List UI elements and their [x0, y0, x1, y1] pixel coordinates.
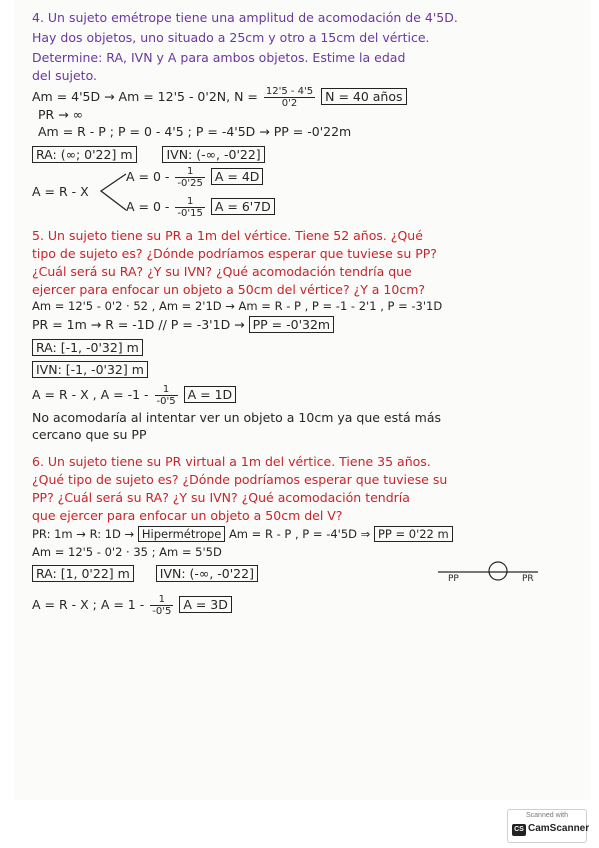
p6-a-lhs: A = R - X ; A = 1 - — [32, 597, 145, 612]
p5-pr-line — [32, 317, 334, 332]
p5-statement-line-3: ¿Cuál será su RA? ¿Y su IVN? ¿Qué acomodación tendría que — [32, 264, 412, 279]
p4-age-frac-num: 12'5 - 4'5 — [265, 86, 314, 97]
p5-statement-line-4: ejercer para enfocar un objeto a 50cm del vértice? ¿Y a 10cm? — [32, 282, 426, 297]
p5-conclusion-line-2: cercano que su PP — [32, 427, 147, 442]
p4-statement-line-2: Hay dos objetos, uno situado a 25cm y otro a 15cm del vértice. — [32, 30, 430, 45]
p4-ra-result: RA: (∞; 0'22] m — [32, 146, 137, 163]
p6-pr-text: PR: 1m → R: 1D → — [32, 527, 135, 541]
p4-age-frac-den: 0'2 — [281, 98, 298, 109]
p6-statement-line-4: que ejercer para enfocar un objeto a 50cm del V? — [32, 508, 343, 523]
p4-a-prefix: A = R - X — [32, 184, 89, 199]
p6-a-den: -0'5 — [152, 606, 172, 617]
p4-a1-result: A = 4D — [211, 168, 264, 185]
p4-am-text: Am = 4'5D → Am = 12'5 - 0'2N, N = — [32, 89, 258, 104]
p4-a2-den: -0'15 — [177, 208, 203, 219]
p5-ivn-line — [32, 362, 148, 377]
p6-ivn-result: IVN: (-∞, -0'22] — [156, 565, 258, 582]
p5-pp-result: PP = -0'32m — [249, 316, 334, 333]
p5-ra-result: RA: [-1, -0'32] m — [32, 339, 143, 356]
p4-statement-line-3: Determine: RA, IVN y A para ambos objetos. Estime la edad — [32, 50, 406, 65]
p4-pr-line: PR → ∞ — [38, 107, 84, 122]
p4-a1-num: 1 — [175, 166, 204, 178]
p5-a-den: -0'5 — [156, 396, 176, 407]
p6-a-num: 1 — [150, 594, 173, 606]
stamp-brand: CamScanner — [528, 823, 590, 834]
p6-diagram-pr-label: PR — [522, 574, 534, 584]
p4-a2-fraction — [175, 196, 204, 219]
stamp-scanned-with: Scanned with — [525, 812, 569, 819]
p6-a-line — [32, 594, 232, 617]
p5-am-line: Am = 12'5 - 0'2 · 52 , Am = 2'1D → Am = R - P , P = -1 - 2'1 , P = -3'1D — [32, 299, 443, 313]
p6-statement-line-3: PP? ¿Cuál será su RA? ¿Y su IVN? ¿Qué acomodación tendría — [32, 490, 410, 505]
p5-a-fraction — [155, 384, 178, 407]
p6-statement-line-1: 6. Un sujeto tiene su PR virtual a 1m del vértice. Tiene 35 años. — [32, 454, 431, 469]
p4-statement-line-4: del sujeto. — [32, 68, 97, 83]
p5-pr-text: PR = 1m → R = -1D // P = -3'1D → — [32, 317, 245, 332]
p4-a2-lhs: A = 0 - — [126, 199, 170, 214]
p6-ra-ivn-line — [32, 566, 258, 581]
notebook-page — [14, 0, 590, 800]
p4-statement-line-1: 4. Un sujeto emétrope tiene una amplitud de acomodación de 4'5D. — [32, 10, 458, 25]
p6-statement-line-2: ¿Qué tipo de sujeto es? ¿Dónde podríamos esperar que tuviese su — [32, 472, 448, 487]
p4-a2-result: A = 6'7D — [211, 198, 275, 215]
p4-ivn-result: IVN: (-∞, -0'22] — [162, 146, 264, 163]
p6-pp-result: PP = 0'22 m — [374, 526, 453, 542]
p5-a-num: 1 — [155, 384, 178, 396]
p4-age-result: N = 40 años — [321, 88, 406, 105]
p5-a-result: A = 1D — [184, 386, 237, 403]
p4-a2-line — [126, 196, 275, 219]
p4-a1-den: -0'25 — [177, 178, 203, 189]
p4-a1-lhs: A = 0 - — [126, 169, 170, 184]
p4-pp-result: PP = -0'22m — [273, 124, 352, 139]
p5-a-lhs: A = R - X , A = -1 - — [32, 387, 149, 402]
p6-a-result: A = 3D — [179, 596, 232, 613]
p4-age-fraction — [264, 86, 315, 109]
camscanner-logo-icon: CS — [512, 824, 526, 836]
p4-am-rp-text: Am = R - P ; P = 0 - 4'5 ; P = -4'5D → — [38, 124, 270, 139]
p6-type-result: Hipermétrope — [138, 526, 225, 542]
p4-ra-ivn-line — [32, 147, 265, 162]
p5-conclusion-line-1: No acomodaría al intentar ver un objeto a 10cm ya que está más — [32, 410, 441, 425]
p6-diagram-pp-label: PP — [448, 574, 459, 584]
p6-am-line: Am = 12'5 - 0'2 · 35 ; Am = 5'5D — [32, 545, 222, 559]
p6-pr-line — [32, 527, 453, 542]
p6-a-fraction — [150, 594, 173, 617]
p6-am-rp-text: Am = R - P , P = -4'5D ⇒ — [228, 527, 371, 541]
p6-ra-result: RA: [1, 0'22] m — [32, 565, 134, 582]
p5-ivn-result: IVN: [-1, -0'32] m — [32, 361, 148, 378]
p5-statement-line-1: 5. Un sujeto tiene su PR a 1m del vértice. Tiene 52 años. ¿Qué — [32, 228, 423, 243]
camscanner-stamp — [507, 809, 590, 843]
p5-ra-line — [32, 340, 143, 355]
p4-am-line — [32, 86, 407, 109]
p5-statement-line-2: tipo de sujeto es? ¿Dónde podríamos esperar que tuviese su PP? — [32, 246, 437, 261]
p5-a-line — [32, 384, 236, 407]
p4-am-rp-line — [38, 124, 351, 139]
p4-branch-brace — [98, 170, 128, 214]
p4-a2-num: 1 — [175, 196, 204, 208]
p4-a1-line — [126, 166, 263, 189]
p4-a1-fraction — [175, 166, 204, 189]
